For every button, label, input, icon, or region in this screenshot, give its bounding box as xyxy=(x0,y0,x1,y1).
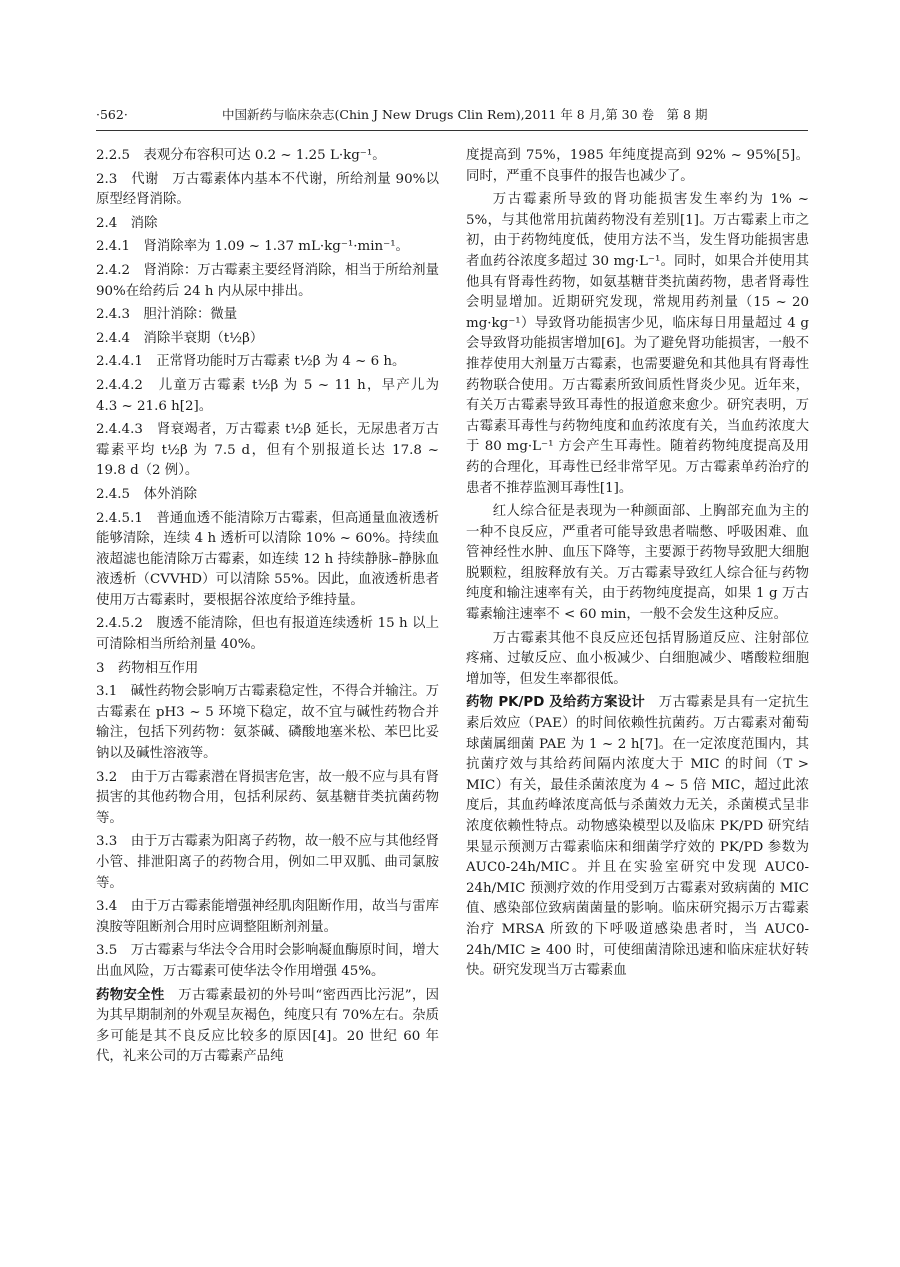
paragraph: 2.2.5 表观分布容积可达 0.2 ~ 1.25 L·kg⁻¹。 xyxy=(96,148,386,163)
paragraph: 2.4.4.2 儿童万古霉素 t½β 为 5 ~ 11 h，早产儿为 4.3 ~ 21.6 h[2]。 xyxy=(96,377,439,414)
paragraph: 2.4.4 消除半衰期（t½β） xyxy=(96,330,264,346)
right-column xyxy=(466,146,809,985)
paragraph: 万古霉素其他不良反应还包括胃肠道反应、注射部位疼痛、过敏反应、血小板减少、白细胞减少、嗜酸粒细胞增加等，但发生率都很低。 xyxy=(466,630,809,687)
paragraph: 万古霉素所导致的肾功能损害发生率约为 1% ~ 5%，与其他常用抗菌药物没有差别[1]。万古霉素上市之初，由于药物纯度低，使用方法不当，发生肾功能损害患者血药谷浓度多超过 30 mg·L⁻¹。同时，如果合并使用其他具有肾毒性药物，如氨基糖苷类抗菌药物，患者肾毒性会明显增加。近期研究发现，常规用药剂量（15 ~ 20 mg·kg⁻¹）导致肾功能损害少见，临床每日用量超过 4 g 会导致肾功能损害增加[6]。为了避免肾功能损害，一般不推荐使用大剂量万古霉素，也需要避免和其他具有肾毒性药物联合使用。万古霉素所致间质性肾炎少见。近年来，有关万古霉素导致耳毒性的报道愈来愈少。研究表明，万古霉素耳毒性与药物纯度和血药浓度有关，当血药浓度大于 80 mg·L⁻¹ 方会产生耳毒性。随着药物纯度提高及用药的合理化，耳毒性已经非常罕见。万古霉素单药治疗的患者不推荐监测耳毒性[1]。 xyxy=(466,192,809,496)
paragraph: 2.4.3 胆汁消除：微量 xyxy=(96,307,238,323)
paragraph: 2.4.1 肾消除率为 1.09 ~ 1.37 mL·kg⁻¹·min⁻¹。 xyxy=(96,239,409,255)
safety-lead: 药物安全性 xyxy=(96,987,165,1003)
paragraph: 3.5 万古霉素与华法令合用时会影响凝血酶原时间，增大出血风险，万古霉素可使华法令作用增强 45%。 xyxy=(96,943,439,979)
paragraph: 红人综合征是表现为一种颜面部、上胸部充血为主的一种不良反应，严重者可能导致患者喘憋、呼吸困难、血管神经性水肿、血压下降等，主要源于药物导致肥大细胞脱颗粒，组胺释放有关。万古霉素导致红人综合征与药物纯度和输注速率有关，由于药物纯度提高，如果 1 g 万古霉素输注速率不 < 60 min，一般不会发生这种反应。 xyxy=(466,504,809,623)
paragraph: 3.4 由于万古霉素能增强神经肌肉阻断作用，故当与雷库溴胺等阻断剂合用时应调整阻断剂剂量。 xyxy=(96,899,439,935)
paragraph: 3.1 碱性药物会影响万古霉素稳定性，不得合并输注。万古霉素在 pH3 ~ 5 环境下稳定，故不宜与碱性药物合并输注，包括下列药物：氨茶碱、磷酸地塞米松、苯巴比妥钠以及碱性溶液等。 xyxy=(96,684,439,762)
left-column xyxy=(96,146,439,1071)
paragraph: 2.4.4.1 正常肾功能时万古霉素 t½β 为 4 ~ 6 h。 xyxy=(96,354,406,370)
paragraph: 2.4.2 肾消除：万古霉素主要经肾消除，相当于所给剂量 90%在给药后 24 h 内从尿中排出。 xyxy=(96,262,439,299)
safety-text: 万古霉素最初的外号叫“密西西比污泥”，因为其早期制剂的外观呈灰褐色，纯度只有 70%左右。杂质多可能是其不良反应比较多的原因[4]。20 世纪 60 年代，礼来公司的万古霉素产品纯 xyxy=(96,987,439,1065)
paragraph: 3.3 由于万古霉素为阳离子药物，故一般不应与其他经肾小管、排泄阳离子的药物合用，例如二甲双胍、曲司氯胺等。 xyxy=(96,834,439,891)
pkpd-text: 万古霉素是具有一定抗生素后效应（PAE）的时间依赖性抗菌药。万古霉素对葡萄球菌属细菌 PAE 为 1 ~ 2 h[7]。在一定浓度范围内，其抗菌疗效与其给药间隔内浓度大于 MIC 的时间（T > MIC）有关，最佳杀菌浓度为 4 ~ 5 倍 MIC，超过此浓度后，其血药峰浓度高低与杀菌效力无关，杀菌模式呈非浓度依赖性特点。动物感染模型以及临床 PK/PD 研究结果显示预测万古霉素临床和细菌学疗效的 PK/PD 参数为 AUC0-24h/MIC。并且在实验室研究中发现 AUC0-24h/MIC 预测疗效的作用受到万古霉素对致病菌的 MIC 值、感染部位致病菌菌量的影响。临床研究揭示万古霉素治疗 MRSA 所致的下呼吸道感染患者时，当 AUC0-24h/MIC ≥ 400 时，可使细菌清除迅速和临床症状好转快。研究发现当万古霉素血 xyxy=(466,695,809,979)
pkpd-paragraph xyxy=(466,693,809,981)
section-heading: 3 药物相互作用 xyxy=(96,660,199,676)
pkpd-lead: 药物 PK/PD 及给药方案设计 xyxy=(466,695,646,711)
header-rule xyxy=(96,130,808,131)
section-heading: 2.4.5 体外消除 xyxy=(96,486,198,502)
journal-citation: 中国新药与临床杂志(Chin J New Drugs Clin Rem),2011 年 8 月,第 30 卷 第 8 期 xyxy=(222,107,708,122)
paragraph: 2.4.5.1 普通血透不能清除万古霉素，但高通量血液透析能够清除，连续 4 h 透析可以清除 10% ~ 60%。持续血液超滤也能清除万古霉素，如连续 12 h 持续静脉–静脉血液透析（CVVHD）可以清除 55%。因此，血液透析患者使用万古霉素时，要根据谷浓度给予维持量。 xyxy=(96,510,439,608)
paragraph: 2.4.5.2 腹透不能清除，但也有报道连续透析 15 h 以上可清除相当所给剂量 40%。 xyxy=(96,616,439,653)
paragraph: 3.2 由于万古霉素潜在肾损害危害，故一般不应与具有肾损害的其他药物合用，包括利尿药、氨基糖苷类抗菌药物等。 xyxy=(96,769,439,826)
paragraph: 2.3 代谢 万古霉素体内基本不代谢，所给剂量 90%以原型经肾消除。 xyxy=(96,171,439,208)
page-number: ·562· xyxy=(96,107,128,122)
section-heading: 2.4 消除 xyxy=(96,215,158,231)
paragraph: 2.4.4.3 肾衰竭者，万古霉素 t½β 延长，无尿患者万古霉素平均 t½β 为 7.5 d，但有个别报道长达 17.8 ~ 19.8 d（2 例）。 xyxy=(96,422,439,479)
paragraph: 度提高到 75%，1985 年纯度提高到 92% ~ 95%[5]。同时，严重不良事件的报告也减少了。 xyxy=(466,148,809,184)
safety-paragraph xyxy=(96,986,439,1068)
